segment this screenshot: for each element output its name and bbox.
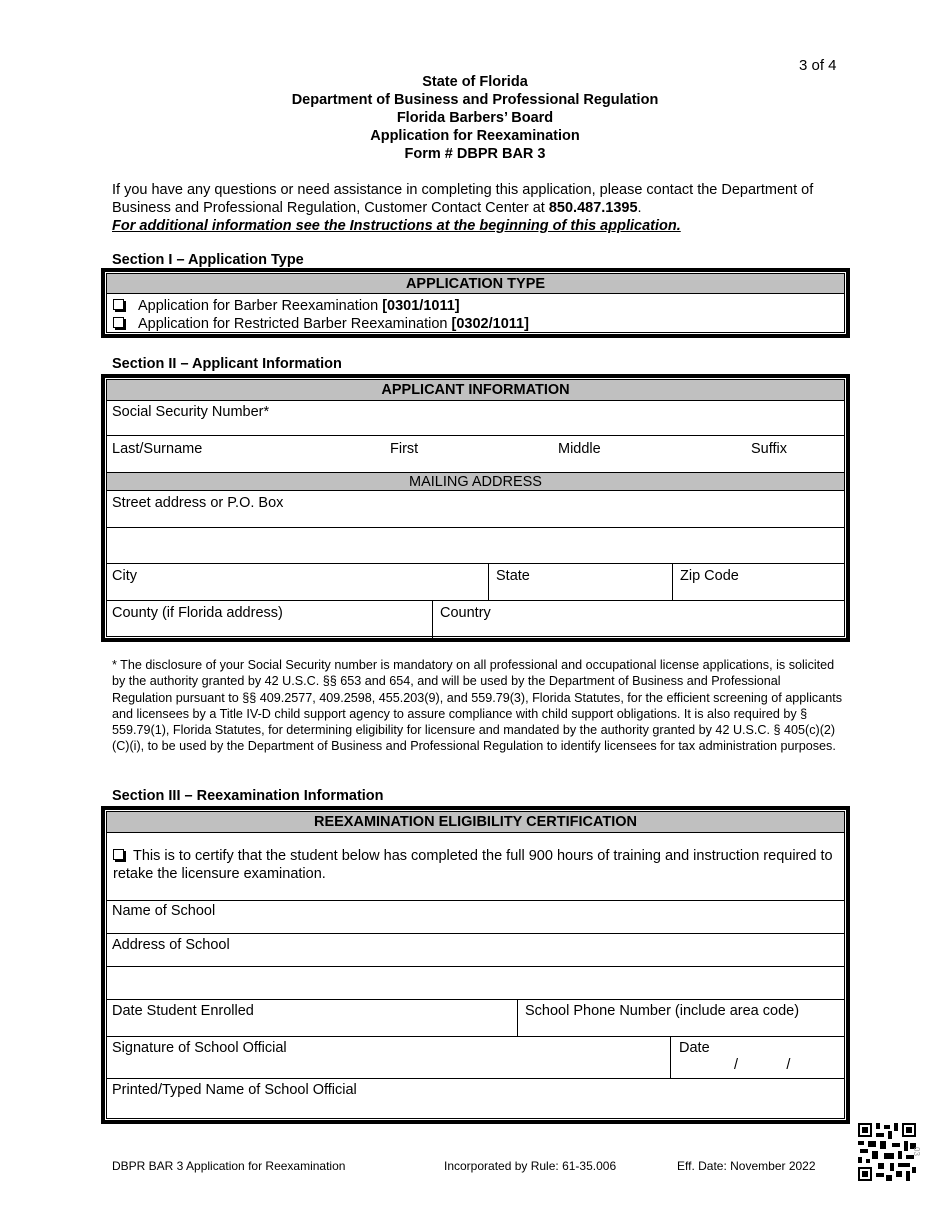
last-name-field[interactable]: Last/Surname [112, 441, 203, 457]
state-field[interactable]: State [496, 568, 530, 584]
mailing-address-bar: MAILING ADDRESS [107, 472, 844, 491]
application-type-bar: APPLICATION TYPE [107, 274, 844, 294]
street-address-field[interactable]: Street address or P.O. Box [112, 495, 284, 511]
reexam-certification-bar: REEXAMINATION ELIGIBILITY CERTIFICATION [107, 812, 844, 833]
section1-title: Section I – Application Type [112, 252, 304, 268]
form-header [0, 73, 950, 163]
date-label: Date [679, 1040, 710, 1056]
footer-effective-date: Eff. Date: November 2022 [677, 1159, 816, 1173]
signature-field[interactable]: Signature of School Official [112, 1040, 287, 1056]
school-phone-field[interactable]: School Phone Number (include area code) [525, 1003, 800, 1019]
checkbox-certify[interactable] [113, 849, 124, 860]
applicant-info-box [101, 374, 850, 642]
application-type-box [101, 268, 850, 338]
section3-title: Section III – Reexamination Information [112, 788, 384, 804]
option-barber-reexam[interactable]: Application for Barber Reexamination [0301/1011] [113, 298, 460, 314]
section2-title: Section II – Applicant Information [112, 356, 342, 372]
date-field[interactable]: / / [734, 1057, 791, 1073]
suffix-field[interactable]: Suffix [751, 441, 788, 457]
zip-code-field[interactable]: Zip Code [680, 568, 739, 584]
qr-code-icon [858, 1123, 916, 1181]
header-department: Department of Business and Professional Regulation [291, 92, 659, 108]
ssn-field[interactable]: Social Security Number* [112, 404, 270, 420]
county-field[interactable]: County (if Florida address) [112, 605, 283, 621]
checkbox-restricted-barber-reexam[interactable] [113, 317, 124, 328]
city-field[interactable]: City [112, 568, 137, 584]
intro-end: . [637, 200, 642, 216]
country-field[interactable]: Country [440, 605, 491, 621]
additional-info: For additional information see the Instructions at the beginning of this application. [112, 218, 681, 234]
contact-phone: 850.487.1395 [548, 200, 638, 216]
checkbox-barber-reexam[interactable] [113, 299, 124, 310]
printed-name-field[interactable]: Printed/Typed Name of School Official [112, 1082, 357, 1098]
header-state: State of Florida [422, 74, 528, 90]
footer-rule: Incorporated by Rule: 61-35.006 [444, 1159, 617, 1173]
footer-form-name: DBPR BAR 3 Application for Reexamination [112, 1159, 346, 1173]
certify-statement[interactable]: This is to certify that the student below has completed the full 900 hours of training and instruction required to retake the licensure examination. [113, 848, 833, 882]
side-code: 03 [912, 1147, 921, 1156]
intro-text: If you have any questions or need assistance in completing this application, please contact the Department of Business and Professional Regulation, Customer Contact Center at [112, 182, 814, 216]
first-name-field[interactable]: First [390, 441, 419, 457]
page-number: 3 of 4 [799, 57, 837, 74]
school-address-field[interactable]: Address of School [112, 937, 230, 953]
option-restricted-barber-reexam[interactable]: Application for Restricted Barber Reexamination [0302/1011] [113, 316, 529, 332]
date-enrolled-field[interactable]: Date Student Enrolled [112, 1003, 254, 1019]
header-board: Florida Barbers’ Board [396, 110, 554, 126]
ssn-disclosure-note: * The disclosure of your Social Security number is mandatory on all professional and occupational license applications, is solicited by the authority granted by 42 U.S.C. §§ 653 and 654, and will be used by the Department of Business and Professional Regulation pursuant to §§ 409.2577, 409.2598, 455.203(9), and 559.79(3), Florida Statutes, for the efficient screening of applicants and licensees by a Title IV-D child support agency to assure compliance with child support obligations. It is also required by § 559.79(1), Florida Statutes, for determining eligibility for licensure and mandated by the authority granted by 42 U.S.C. § 405(c)(2)(C)(i), to be used by the Department of Business and Professional Regulation to identify licensees for tax administration purposes. [112, 658, 843, 754]
school-name-field[interactable]: Name of School [112, 903, 216, 919]
applicant-info-bar: APPLICANT INFORMATION [107, 380, 844, 401]
header-application: Application for Reexamination [370, 128, 580, 144]
header-form-number: Form # DBPR BAR 3 [404, 146, 546, 162]
reexam-certification-box [101, 806, 850, 1124]
middle-name-field[interactable]: Middle [558, 441, 601, 457]
intro-paragraph [112, 181, 842, 235]
